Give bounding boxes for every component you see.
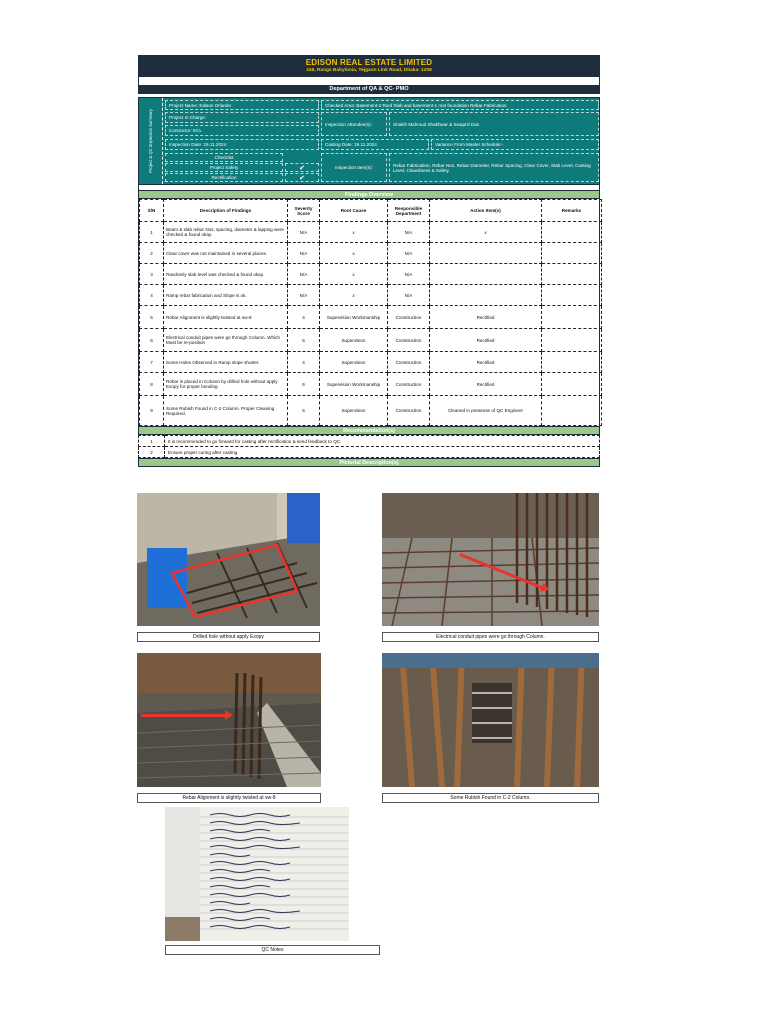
- findings-column-header: Severity Score: [288, 200, 320, 222]
- finding-sev-cell: N/A: [288, 222, 320, 243]
- department-title: Department of QA & QC- PMO: [138, 85, 600, 94]
- finding-dept-cell: N/A: [388, 264, 430, 285]
- summary-grid: [163, 98, 599, 184]
- finding-sn-cell: 6: [140, 329, 164, 352]
- finding-cause-cell: Supervision: [320, 396, 388, 426]
- finding-remarks-cell: [542, 306, 602, 329]
- finding-cause-cell: Supervision: [320, 329, 388, 352]
- table-row: [140, 329, 602, 352]
- findings-wrapper: [138, 199, 600, 426]
- finding-sev-cell: 6: [288, 373, 320, 396]
- caption-conduit-pipes: Electrical conduit pipes were go through Column.: [382, 632, 599, 642]
- finding-desc-cell: Randomly slab level was checked & found okay.: [164, 264, 288, 285]
- finding-sev-cell: N/A: [288, 285, 320, 306]
- finding-desc-cell: Rebar Alignment is slightly twisted at sw-8: [164, 306, 288, 329]
- rectification-check-icon: ✔: [285, 173, 319, 182]
- qc-report-sheet: [138, 55, 600, 467]
- finding-cause-cell: x: [320, 243, 388, 264]
- finding-dept-cell: Construction: [388, 373, 430, 396]
- checked-area: Checked Area: Basement-2 Roof Slab and basement-1 mat foundation Rebar Fabrication: [321, 100, 599, 110]
- finding-remarks-cell: [542, 243, 602, 264]
- recommendation-band: Recommendation(s): [138, 426, 600, 435]
- findings-band: Findings Overview: [138, 190, 600, 199]
- finding-cause-cell: Supervision: [320, 352, 388, 373]
- rectification-label: Rectification: [165, 173, 283, 182]
- finding-cause-cell: Supervision Workmanship: [320, 306, 388, 329]
- finding-remarks-cell: [542, 285, 602, 306]
- report-header: [138, 55, 600, 77]
- finding-cause-cell: Supervision Workmanship: [320, 373, 388, 396]
- photo-qc-notes-image: [165, 807, 349, 941]
- finding-desc-cell: Some Holes Observed in Ramp slope shutter.: [164, 352, 288, 373]
- checklist-label: Checklist: [165, 153, 283, 162]
- findings-table: [139, 199, 602, 426]
- finding-sn-cell: 8: [140, 373, 164, 396]
- recommendation-text: Ensure proper curing after casting.: [165, 447, 600, 458]
- project-safety-check-icon: ✔: [285, 163, 319, 172]
- finding-sn-cell: 3: [140, 264, 164, 285]
- inspection-items-label: Inspection Item(s):: [321, 153, 387, 182]
- finding-cause-cell: x: [320, 222, 388, 243]
- inspection-date: Inspection Date: 19.11.2024: [165, 139, 319, 150]
- photo-rebar-alignment: [137, 653, 321, 787]
- finding-dept-cell: Construction: [388, 306, 430, 329]
- finding-action-cell: [430, 243, 542, 264]
- finding-remarks-cell: [542, 396, 602, 426]
- table-row: [140, 222, 602, 243]
- finding-remarks-cell: [542, 352, 602, 373]
- table-row: [140, 306, 602, 329]
- recommendation-text: It is recommended to go forward for casting after rectification & send feedback to QC.: [165, 436, 600, 447]
- finding-sev-cell: 5: [288, 329, 320, 352]
- table-row: [140, 243, 602, 264]
- attendee-value: Shaikh Mahmud Shakhwar & Swapnil Das: [389, 112, 599, 136]
- findings-header-row: [140, 200, 602, 222]
- summary-side-label: Project & QC Inspection Summary: [139, 98, 163, 184]
- spacer: [138, 77, 600, 85]
- project-in-charge: Project In Charge:: [165, 112, 319, 123]
- table-row: [140, 352, 602, 373]
- caption-rubbish-column: Some Rubish Found in C-2 Column.: [382, 793, 599, 803]
- project-summary: [138, 97, 600, 185]
- finding-cause-cell: x: [320, 285, 388, 306]
- finding-sn-cell: 2: [140, 243, 164, 264]
- finding-remarks-cell: [542, 329, 602, 352]
- finding-cause-cell: x: [320, 264, 388, 285]
- finding-dept-cell: Construction: [388, 396, 430, 426]
- finding-action-cell: Rectified: [430, 306, 542, 329]
- finding-action-cell: Rectified: [430, 352, 542, 373]
- table-row: [140, 396, 602, 426]
- finding-action-cell: [430, 285, 542, 306]
- photo-drilled-hole: [137, 493, 320, 626]
- finding-sev-cell: 4: [288, 306, 320, 329]
- photo-drilled-hole-image: [137, 493, 320, 626]
- casting-date: Casting Date: 19.11.2024: [321, 139, 429, 150]
- photo-conduit-pipes: [382, 493, 599, 626]
- project-name: Project Name: Edison Orlando: [165, 100, 319, 110]
- findings-column-header: Responsible Department: [388, 200, 430, 222]
- finding-sn-cell: 4: [140, 285, 164, 306]
- pictorial-band: Pictorial Description(s): [138, 458, 600, 467]
- finding-remarks-cell: [542, 373, 602, 396]
- finding-remarks-cell: [542, 222, 602, 243]
- finding-sn-cell: 9: [140, 396, 164, 426]
- finding-desc-cell: Some Rubish Found in C-2 Column. Proper Cleaning Required.: [164, 396, 288, 426]
- finding-desc-cell: Beam & slab rebar Nos, spacing, diameter & lapping were checked & found okay.: [164, 222, 288, 243]
- finding-sev-cell: 4: [288, 352, 320, 373]
- recommendation-number: 1: [139, 436, 165, 447]
- caption-rebar-alignment: Rebar Alignment is slightly twisted at sw-8: [137, 793, 321, 803]
- finding-sn-cell: 1: [140, 222, 164, 243]
- table-row: [140, 373, 602, 396]
- findings-column-header: Action Item(s): [430, 200, 542, 222]
- finding-desc-cell: Clear cover was not maintained in several places.: [164, 243, 288, 264]
- finding-desc-cell: Ramp rebar fabrication and Slope is ok.: [164, 285, 288, 306]
- company-address: 246, Rangs Babylonia, Tejgaon Link Road, Dhaka- 1208: [306, 68, 432, 73]
- inspection-items-value: Rebar Fabrication, Rebar Nos, Rebar Diameter, Rebar Spacing, Clear Cover, Slab Level, Casting Level, Cleanliness & Safety.: [389, 153, 599, 182]
- finding-desc-cell: Rebar is placed in Column by drilled hole without apply Exopy for proper bonding: [164, 373, 288, 396]
- finding-dept-cell: N/A: [388, 243, 430, 264]
- findings-column-header: Root Cause: [320, 200, 388, 222]
- photo-rubbish-column: [382, 653, 599, 787]
- recommendation-row: [139, 436, 600, 447]
- finding-dept-cell: N/A: [388, 285, 430, 306]
- finding-action-cell: [430, 264, 542, 285]
- finding-sev-cell: N/A: [288, 243, 320, 264]
- findings-body: [140, 222, 602, 426]
- table-row: [140, 264, 602, 285]
- contractor: Contractor: ECL: [165, 125, 319, 136]
- attendee-label: Inspection Attendee(s):: [321, 112, 387, 136]
- recommendation-number: 2: [139, 447, 165, 458]
- finding-dept-cell: Construction: [388, 352, 430, 373]
- finding-dept-cell: N/A: [388, 222, 430, 243]
- red-arrow-icon: [141, 714, 227, 717]
- finding-action-cell: Rectified: [430, 329, 542, 352]
- table-row: [140, 285, 602, 306]
- finding-action-cell: x: [430, 222, 542, 243]
- findings-column-header: S/N: [140, 200, 164, 222]
- finding-remarks-cell: [542, 264, 602, 285]
- finding-dept-cell: Construction: [388, 329, 430, 352]
- finding-sn-cell: 5: [140, 306, 164, 329]
- recommendation-table: [138, 435, 600, 458]
- photo-rebar-alignment-image: [137, 653, 321, 787]
- finding-sev-cell: 5: [288, 396, 320, 426]
- findings-column-header: Description of Findings: [164, 200, 288, 222]
- project-safety-label: Project Safety: [165, 163, 283, 172]
- photo-conduit-image: [382, 493, 599, 626]
- company-name: EDISON REAL ESTATE LIMITED: [305, 58, 433, 67]
- findings-column-header: Remarks: [542, 200, 602, 222]
- variance: Variance From Master Schedule:-: [431, 139, 599, 150]
- recommendation-row: [139, 447, 600, 458]
- finding-sn-cell: 7: [140, 352, 164, 373]
- photo-rubbish-column-image: [382, 653, 599, 787]
- finding-desc-cell: Electrical conduit pipes were go through Column. Which Must be re-position: [164, 329, 288, 352]
- caption-qc-notes: QC Notes: [165, 945, 380, 955]
- finding-action-cell: Rectified: [430, 373, 542, 396]
- photo-qc-notes: [165, 807, 349, 941]
- caption-drilled-hole: Drilled hole without apply Exopy: [137, 632, 320, 642]
- finding-sev-cell: N/A: [288, 264, 320, 285]
- finding-action-cell: Cleaned in presense of QC Engineer: [430, 396, 542, 426]
